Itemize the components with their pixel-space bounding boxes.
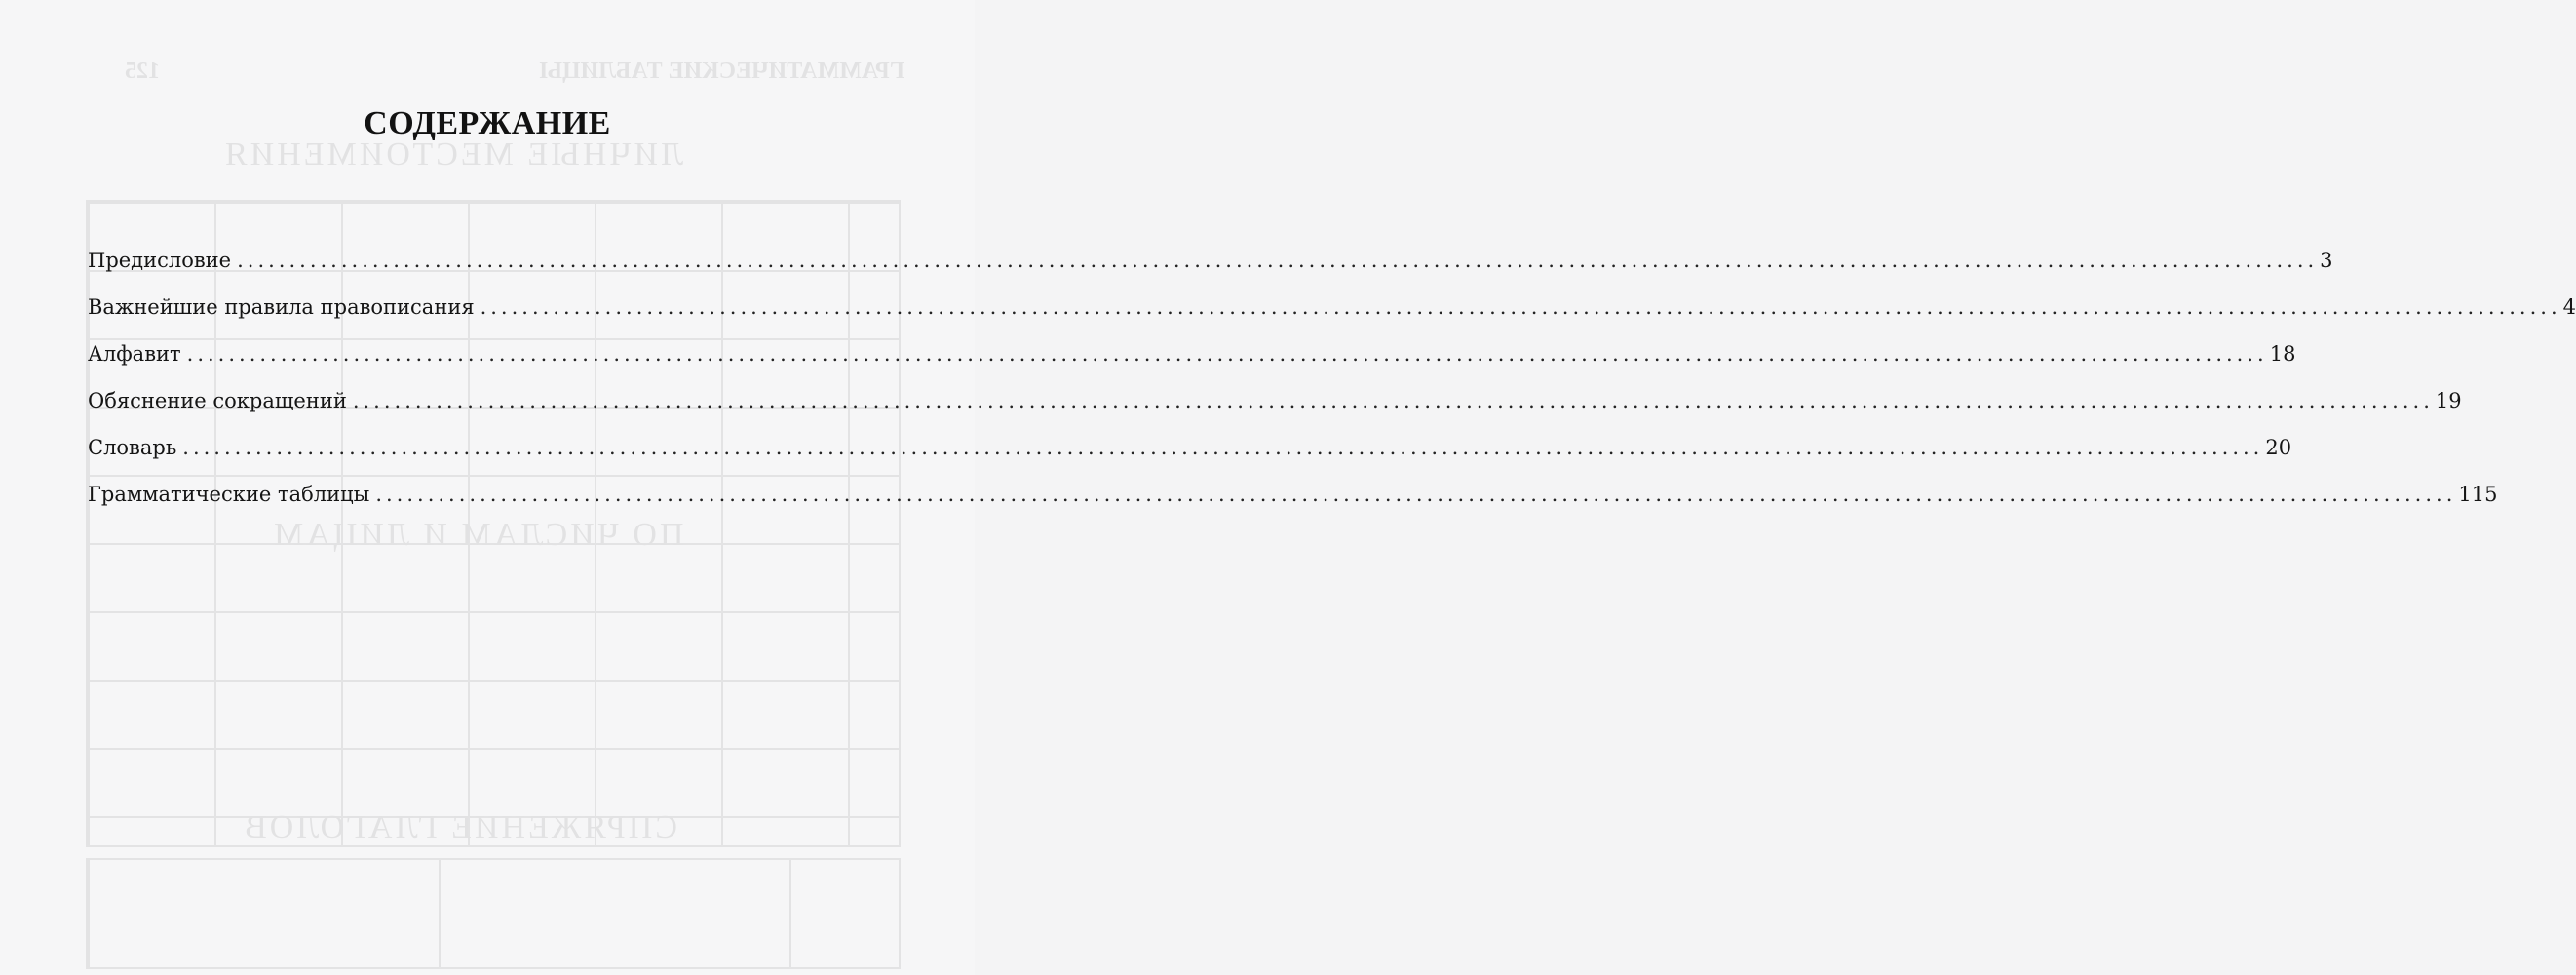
toc-entry-spelling-rules[interactable] [88,295,2576,342]
toc-entry-label: Важнейшие правила правописания [88,295,475,319]
reverse-header-text: ГРАММАТИЧЕСКИЕ ТАБЛИЦЫ [539,58,904,84]
toc-entry-grammar-tables[interactable] [88,483,2498,529]
reverse-table-2 [86,858,901,969]
reverse-page-number: 125 [125,58,160,84]
toc-entry-dictionary[interactable] [88,436,2292,483]
toc-entry-abbreviations[interactable] [88,389,2462,436]
toc-leader-dots: ........................................................................................................................................................................................................ [237,249,2319,272]
toc-leader-dots: ........................................................................................................................................................................................................ [375,483,2457,506]
toc-entry-page: 115 [2458,483,2498,506]
toc-entry-label: Предисловие [88,249,232,272]
toc-entry-page: 19 [2435,389,2462,412]
page-title: СОДЕРЖАНИЕ [364,105,611,141]
toc-entry-page: 20 [2265,436,2292,459]
toc-leader-dots: ........................................................................................................................................................................................................ [480,295,2561,319]
toc-entry-alphabet[interactable] [88,342,2296,389]
reverse-page-header [86,58,904,85]
toc-entry-page: 3 [2320,249,2333,272]
toc-leader-dots: ........................................................................................................................................................................................................ [182,436,2264,459]
table-of-contents [88,249,2576,529]
toc-entry-page: 4 [2562,295,2576,319]
toc-entry-label: Обяснение сокращений [88,389,347,412]
reverse-heading-3: СПРЯЖЕНИЕ ГЛАГОЛОВ [242,809,677,845]
toc-leader-dots: ........................................................................................................................................................................................................ [186,342,2268,366]
reverse-heading-1: ЛИЧНЫЕ МЕСТОИМЕНИЯ [222,136,684,173]
toc-entry-label: Алфавит [88,342,181,366]
toc-entry-page: 18 [2269,342,2296,366]
toc-leader-dots: ........................................................................................................................................................................................................ [352,389,2434,412]
toc-entry-label: Грамматические таблицы [88,483,370,506]
reverse-heading-2: ПО ЧИСЛАМ И ЛИЦАМ [271,517,684,553]
toc-entry-label: Словарь [88,436,177,459]
toc-entry-preface[interactable] [88,249,2333,295]
